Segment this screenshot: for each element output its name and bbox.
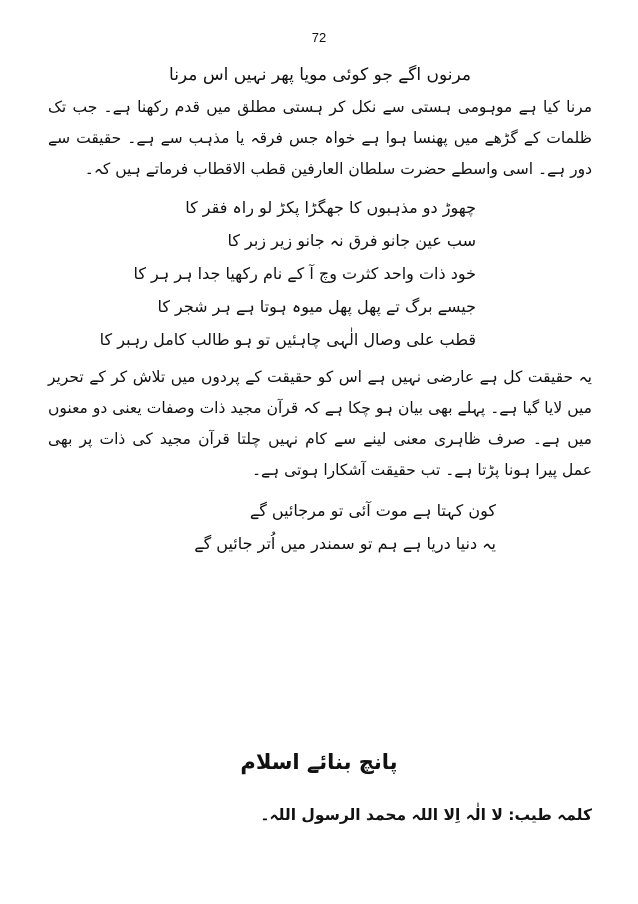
verse-block-1 [48,191,592,356]
verse-line: جیسے برگ تے پھل پھل میوہ ہوتا ہے ہر شجر کا [157,297,476,316]
verse-line: کون کہتا ہے موت آئی تو مرجائیں گے [249,501,496,520]
document-body [48,62,592,560]
verse-line: یہ دنیا دریا ہے ہم تو سمندر میں اُتر جائیں گے [194,534,496,553]
paragraph-1: مرنا کیا ہے موہومی ہستی سے نکل کر ہستی مطلق میں قدم رکھنا ہے۔ جب تک ظلمات کے گڑھے میں پھنسا ہوا ہے خواہ جس فرقہ یا مذہب سے ہے۔ حقیقت سے دور ہے۔ اسی واسطے حضرت سلطان العارفین قطب الاقطاب فرماتے ہیں کہ۔ [48,98,592,178]
kalima-line: کلمہ طیب: لا الٰہ اِلا اللہ محمد الرسول اللہ۔ [260,806,592,824]
verse-block-2 [48,494,592,560]
verse-line: خود ذات واحد کثرت وچ آ کے نام رکھیا جدا ہر ہر کا [133,264,476,283]
verse-line: سب عین جانو فرق نہ جانو زیر زبر کا [227,231,476,250]
verse-line: چھوڑ دو مذہبوں کا جھگڑا پکڑ لو راہ فقر کا [185,198,476,217]
page-number: 72 [311,30,327,45]
opening-verse: مرنوں اگے جو کوئی مویا پھر نہیں اس مرنا [169,65,471,85]
section-heading: پانچ بنائے اسلام [240,750,398,774]
verse-line: قطب علی وصال الٰہی چاہئیں تو ہو طالب کامل رہبر کا [99,330,476,349]
paragraph-2: یہ حقیقت کل ہے عارضی نہیں ہے اس کو حقیقت کے پردوں میں تلاش کر کے تحریر میں لایا گیا ہے۔ پہلے بھی بیان ہو چکا ہے کہ قرآن مجید ذات وصفات یعنی دو معنوں میں ہے۔ صرف ظاہری معنی لینے سے کام نہیں چلتا قرآن مجید کی ذات پر بھی عمل پیرا ہونا پڑتا ہے۔ تب حقیقت آشکارا ہوتی ہے۔ [48,368,592,479]
